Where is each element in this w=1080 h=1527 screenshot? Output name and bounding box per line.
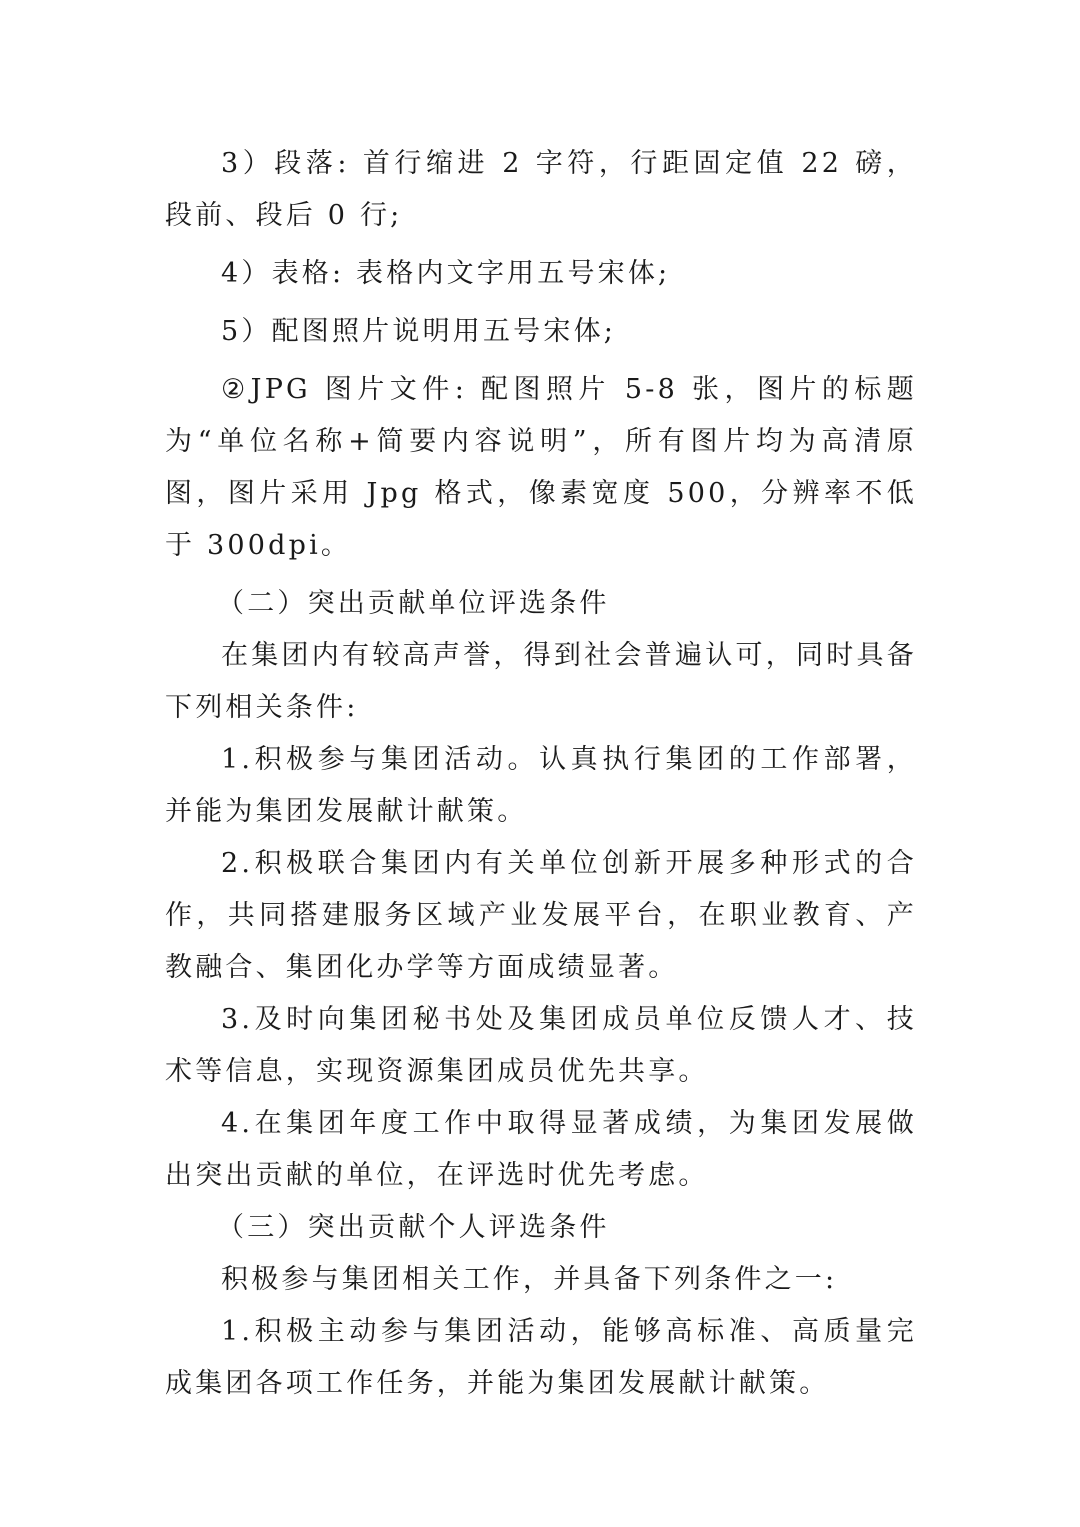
individual-criteria-item-1: 1.积极主动参与集团活动，能够高标准、高质量完成集团各项工作任务，并能为集团发展献计献策。	[165, 1316, 917, 1399]
jpg-file-requirements: ②JPG 图片文件: 配图照片 5-8 张，图片的标题为“单位名称+简要内容说明”，所有图片均为高清原图，图片采用 Jpg 格式，像素宽度 500，分辨率不低于 300dpi。	[165, 374, 917, 561]
document-body	[165, 138, 917, 1410]
section-heading-individual-criteria: （三）突出贡献个人评选条件	[217, 1212, 610, 1243]
unit-criteria-intro: 在集团内有较高声誉，得到社会普遍认可，同时具备下列相关条件:	[165, 640, 917, 723]
unit-criteria-item-2: 2.积极联合集团内有关单位创新开展多种形式的合作，共同搭建服务区域产业发展平台，在职业教育、产教融合、集团化办学等方面成绩显著。	[165, 848, 917, 983]
unit-criteria-item-3: 3.及时向集团秘书处及集团成员单位反馈人才、技术等信息，实现资源集团成员优先共享。	[165, 1004, 917, 1087]
unit-criteria-item-1: 1.积极参与集团活动。认真执行集团的工作部署，并能为集团发展献计献策。	[165, 744, 917, 827]
unit-criteria-item-4: 4.在集团年度工作中取得显著成绩，为集团发展做出突出贡献的单位，在评选时优先考虑。	[165, 1108, 917, 1191]
individual-criteria-intro: 积极参与集团相关工作，并具备下列条件之一:	[221, 1264, 838, 1295]
table-format-rule: 4）表格: 表格内文字用五号宋体;	[221, 258, 671, 289]
caption-format-rule: 5）配图照片说明用五号宋体;	[221, 316, 617, 347]
section-heading-unit-criteria: （二）突出贡献单位评选条件	[217, 588, 610, 619]
paragraph-format-rule: 3）段落: 首行缩进 2 字符，行距固定值 22 磅，段前、段后 0 行;	[165, 148, 917, 231]
